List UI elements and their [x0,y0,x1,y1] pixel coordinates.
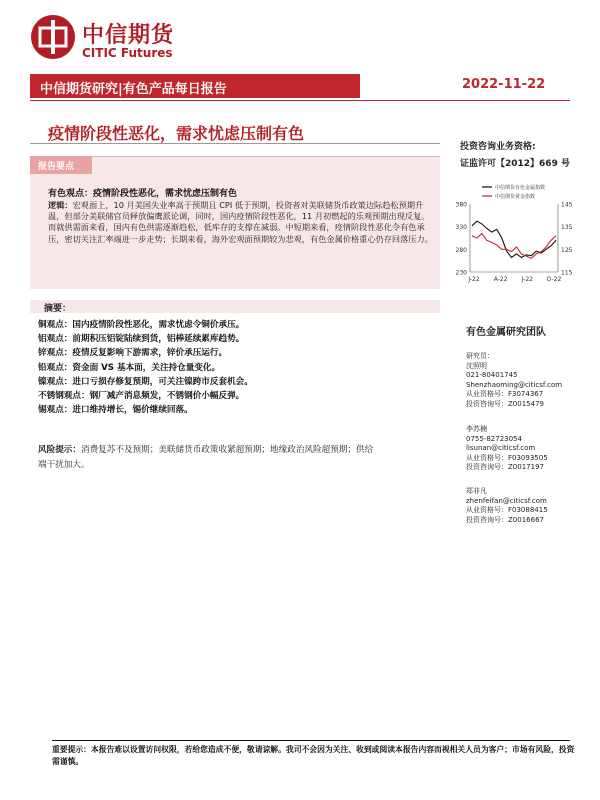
x-tick-label: J-22 [521,276,534,283]
analyst-cert: 从业资格号：F3074367 [466,390,544,399]
view-stainless-steel: 不锈钢观点：钢厂减产消息频发，不锈钢价小幅反弹。 [38,391,245,402]
researcher-label: 研究员： [466,352,494,360]
summary-body [48,200,436,245]
x-tick-label: J-22 [468,276,480,283]
y-right-tick-label: 145 [561,201,573,209]
analyst-phone: 0755-82723054 [466,434,522,443]
series-line [472,234,556,259]
y-left-tick-label: 380 [455,201,467,209]
risk-warning [38,443,378,472]
company-name-cn: 中信期货 [82,23,175,48]
report-title: 疫情阶段性恶化，需求忧虑压制有色 [48,124,305,143]
analyst-advisory-cert: 投资咨询号：Z0016667 [466,515,544,524]
summary-tab-label: 报告要点 [38,162,75,172]
abstract-bar [30,300,440,313]
view-zinc: 锌观点：疫情反复影响下游需求，锌价承压运行。 [38,348,228,359]
y-right-tick-label: 115 [561,269,573,277]
analyst-cert: 从业资格号：F03088415 [466,506,548,515]
license-label: 投资咨询业务资格: [460,142,536,152]
views-list [38,318,253,417]
report-date: 2022-11-22 [462,77,546,92]
analyst-advisory-cert: 投资咨询号：Z0015479 [466,399,544,408]
team-title: 有色金属研究团队 [466,327,546,338]
company-name-en: CITIC Futures [82,46,173,60]
analyst-name: 李苏楠 [466,425,487,433]
analyst-block [466,352,562,410]
y-left-tick-label: 330 [455,224,467,232]
view-copper: 铜观点：国内疫情阶段性恶化，需求忧虑令铜价承压。 [38,320,245,330]
title-divider [30,143,440,144]
analyst-email: lisunan@citicsf.com [466,444,536,453]
view-tin: 锡观点：进口维持增长，锡价继续回落。 [38,405,193,416]
license-number: 证监许可【2012】669 号 [460,159,570,169]
view-aluminum: 铝观点：前期积压铝锭陆续到货，铝棒延续累库趋势。 [38,334,245,345]
price-index-chart [446,178,576,296]
y-left-tick-label: 280 [455,246,467,254]
report-series-label: 中信期货研究|有色产品每日报告 [40,82,227,97]
view-nickel: 镍观点：进口亏损存修复预期，可关注镍跨市反套机会。 [38,376,253,387]
logic-text: 宏观面上，10 月美国失业率高于预期且 CPI 低于预期，投资者对美联储货币政策边际趋松预期升温，但部分美联储官员释放偏鹰派论调，同时，国内疫情阶段性恶化，11 月初燃起的乐观预期出现反复。而就供需面来看，国内有色供需逐渐趋松，低库存的支撑在减弱。中短期来看，疫情阶段性恶化令有色承压，密切关注汇率端进一步走势；长期来看，海外宏观面预期较为悲观，有色金属价格重心仍存回落压力。 [48,200,433,244]
x-tick-label: A-22 [493,276,508,283]
header-divider [30,100,570,101]
analyst-phone: 021-80401745 [466,371,518,380]
analyst-name: 郑非凡 [466,487,487,495]
analyst-block [466,487,548,525]
analyst-cert: 从业资格号：F03093505 [466,453,548,462]
legend-label: 中信期货有色金属指数 [495,185,546,191]
logic-label: 逻辑： [48,200,73,210]
analyst-email: zhenfeifan@citicsf.com [466,496,547,505]
analyst-name: 沈照明 [466,361,487,370]
y-left-tick-label: 230 [455,269,467,277]
citic-logo-icon [30,14,76,60]
x-tick-label: O-22 [546,276,562,283]
analyst-email: Shenzhaoming@citicsf.com [466,380,563,389]
risk-text: 消费复苏不及预期；美联储货币政策收紧超预期；地缘政治风险超预期；供给端干扰加大。 [38,445,374,470]
risk-label: 风险提示： [38,445,81,455]
legend-label: 中信期货黄金指数 [495,194,536,200]
view-lead: 铅观点：资金面 VS 基本面，关注持仓量变化。 [38,362,221,373]
summary-heading: 有色观点：疫情阶段性恶化，需求忧虑压制有色 [48,189,238,199]
footer-divider [52,740,570,741]
analyst-advisory-cert: 投资咨询号：Z0017197 [466,463,544,472]
abstract-label: 摘要： [44,304,72,314]
series-line [472,221,556,257]
y-right-tick-label: 125 [561,246,573,254]
disclaimer: 重要提示：本报告难以设置访问权限，若给您造成不便，敬请谅解。我司不会因为关注、收到或阅读本报告内容而视相关人员为客户；市场有风险，投资需谨慎。 [52,745,575,766]
analyst-block [466,425,548,473]
y-right-tick-label: 135 [561,224,573,232]
